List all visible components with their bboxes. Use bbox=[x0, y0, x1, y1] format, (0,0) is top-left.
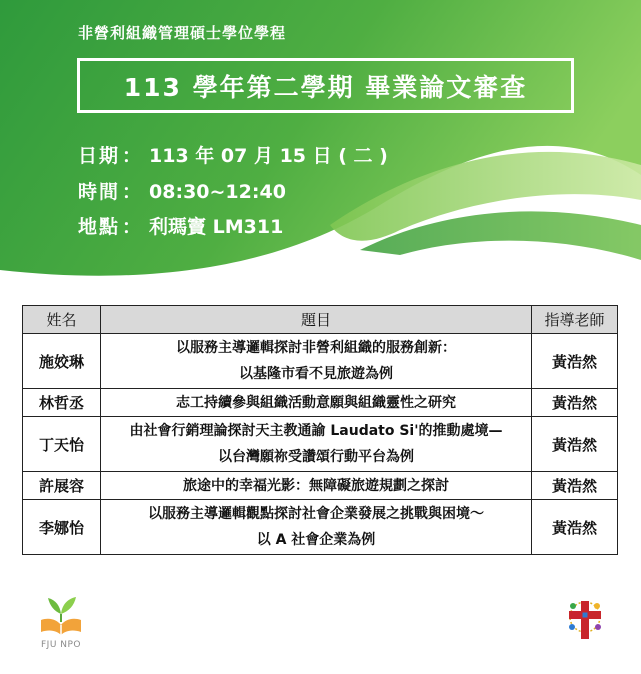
table-row bbox=[23, 472, 618, 500]
title-frame bbox=[77, 58, 574, 113]
student-name: 李娜怡 bbox=[23, 500, 101, 555]
student-name: 丁天怡 bbox=[23, 417, 101, 472]
advisor-name: 黃浩然 bbox=[532, 417, 618, 472]
date-line bbox=[78, 141, 388, 168]
thesis-topic bbox=[101, 472, 532, 500]
table-row bbox=[23, 500, 618, 555]
review-schedule-table bbox=[22, 305, 618, 555]
table-header-row bbox=[23, 306, 618, 334]
date-colon: ： bbox=[122, 145, 142, 167]
cross-emblem-icon bbox=[563, 597, 607, 643]
time-colon: ： bbox=[122, 181, 142, 203]
page-title: 113 學年第二學期 畢業論文審查 bbox=[123, 72, 528, 102]
header-advisor: 指導老師 bbox=[532, 306, 618, 334]
place-label: 地點 bbox=[78, 216, 121, 238]
date-label: 日期 bbox=[78, 145, 121, 167]
thesis-topic bbox=[101, 417, 532, 472]
topic-line: 以台灣願祢受讚頌行動平台為例 bbox=[218, 449, 414, 465]
advisor-name: 黃浩然 bbox=[532, 334, 618, 389]
place-line bbox=[78, 212, 283, 239]
cross-emblem-logo bbox=[563, 597, 607, 643]
student-name: 許展容 bbox=[23, 472, 101, 500]
topic-line: 以 A 社會企業為例 bbox=[256, 532, 376, 548]
time-label: 時間 bbox=[78, 181, 121, 203]
thesis-topic bbox=[101, 334, 532, 389]
open-book-sprout-icon bbox=[36, 592, 86, 638]
thesis-topic bbox=[101, 500, 532, 555]
date-value: 113 年 07 月 15 日 ( 二 ) bbox=[149, 145, 388, 167]
advisor-name: 黃浩然 bbox=[532, 500, 618, 555]
thesis-topic bbox=[101, 389, 532, 417]
advisor-name: 黃浩然 bbox=[532, 389, 618, 417]
logo-caption: FJU NPO bbox=[40, 640, 82, 650]
header-name: 姓名 bbox=[23, 306, 101, 334]
table-row bbox=[23, 389, 618, 417]
student-name: 林哲丞 bbox=[23, 389, 101, 417]
topic-line: 以服務主導邏輯觀點探討社會企業發展之挑戰與困境～ bbox=[148, 506, 484, 522]
fju-npo-logo bbox=[36, 592, 86, 650]
time-value: 08:30~12:40 bbox=[149, 181, 286, 203]
topic-line: 旅途中的幸福光影：無障礙旅遊規劃之探討 bbox=[183, 477, 449, 494]
time-line bbox=[78, 177, 286, 204]
topic-line: 志工持續參與組織活動意願與組織靈性之研究 bbox=[176, 394, 456, 411]
program-name: 非營利組織管理碩士學位學程 bbox=[78, 24, 287, 42]
topic-line: 以基隆市看不見旅遊為例 bbox=[239, 366, 393, 382]
header-topic: 題目 bbox=[101, 306, 532, 334]
place-colon: ： bbox=[122, 216, 142, 238]
topic-line: 由社會行銷理論探討天主教通諭 Laudato Si'的推動處境— bbox=[129, 423, 503, 439]
student-name: 施姣琳 bbox=[23, 334, 101, 389]
topic-line: 以服務主導邏輯探討非營利組織的服務創新： bbox=[176, 340, 456, 356]
table-row bbox=[23, 417, 618, 472]
advisor-name: 黃浩然 bbox=[532, 472, 618, 500]
place-value: 利瑪竇 LM311 bbox=[149, 216, 284, 238]
table-row bbox=[23, 334, 618, 389]
